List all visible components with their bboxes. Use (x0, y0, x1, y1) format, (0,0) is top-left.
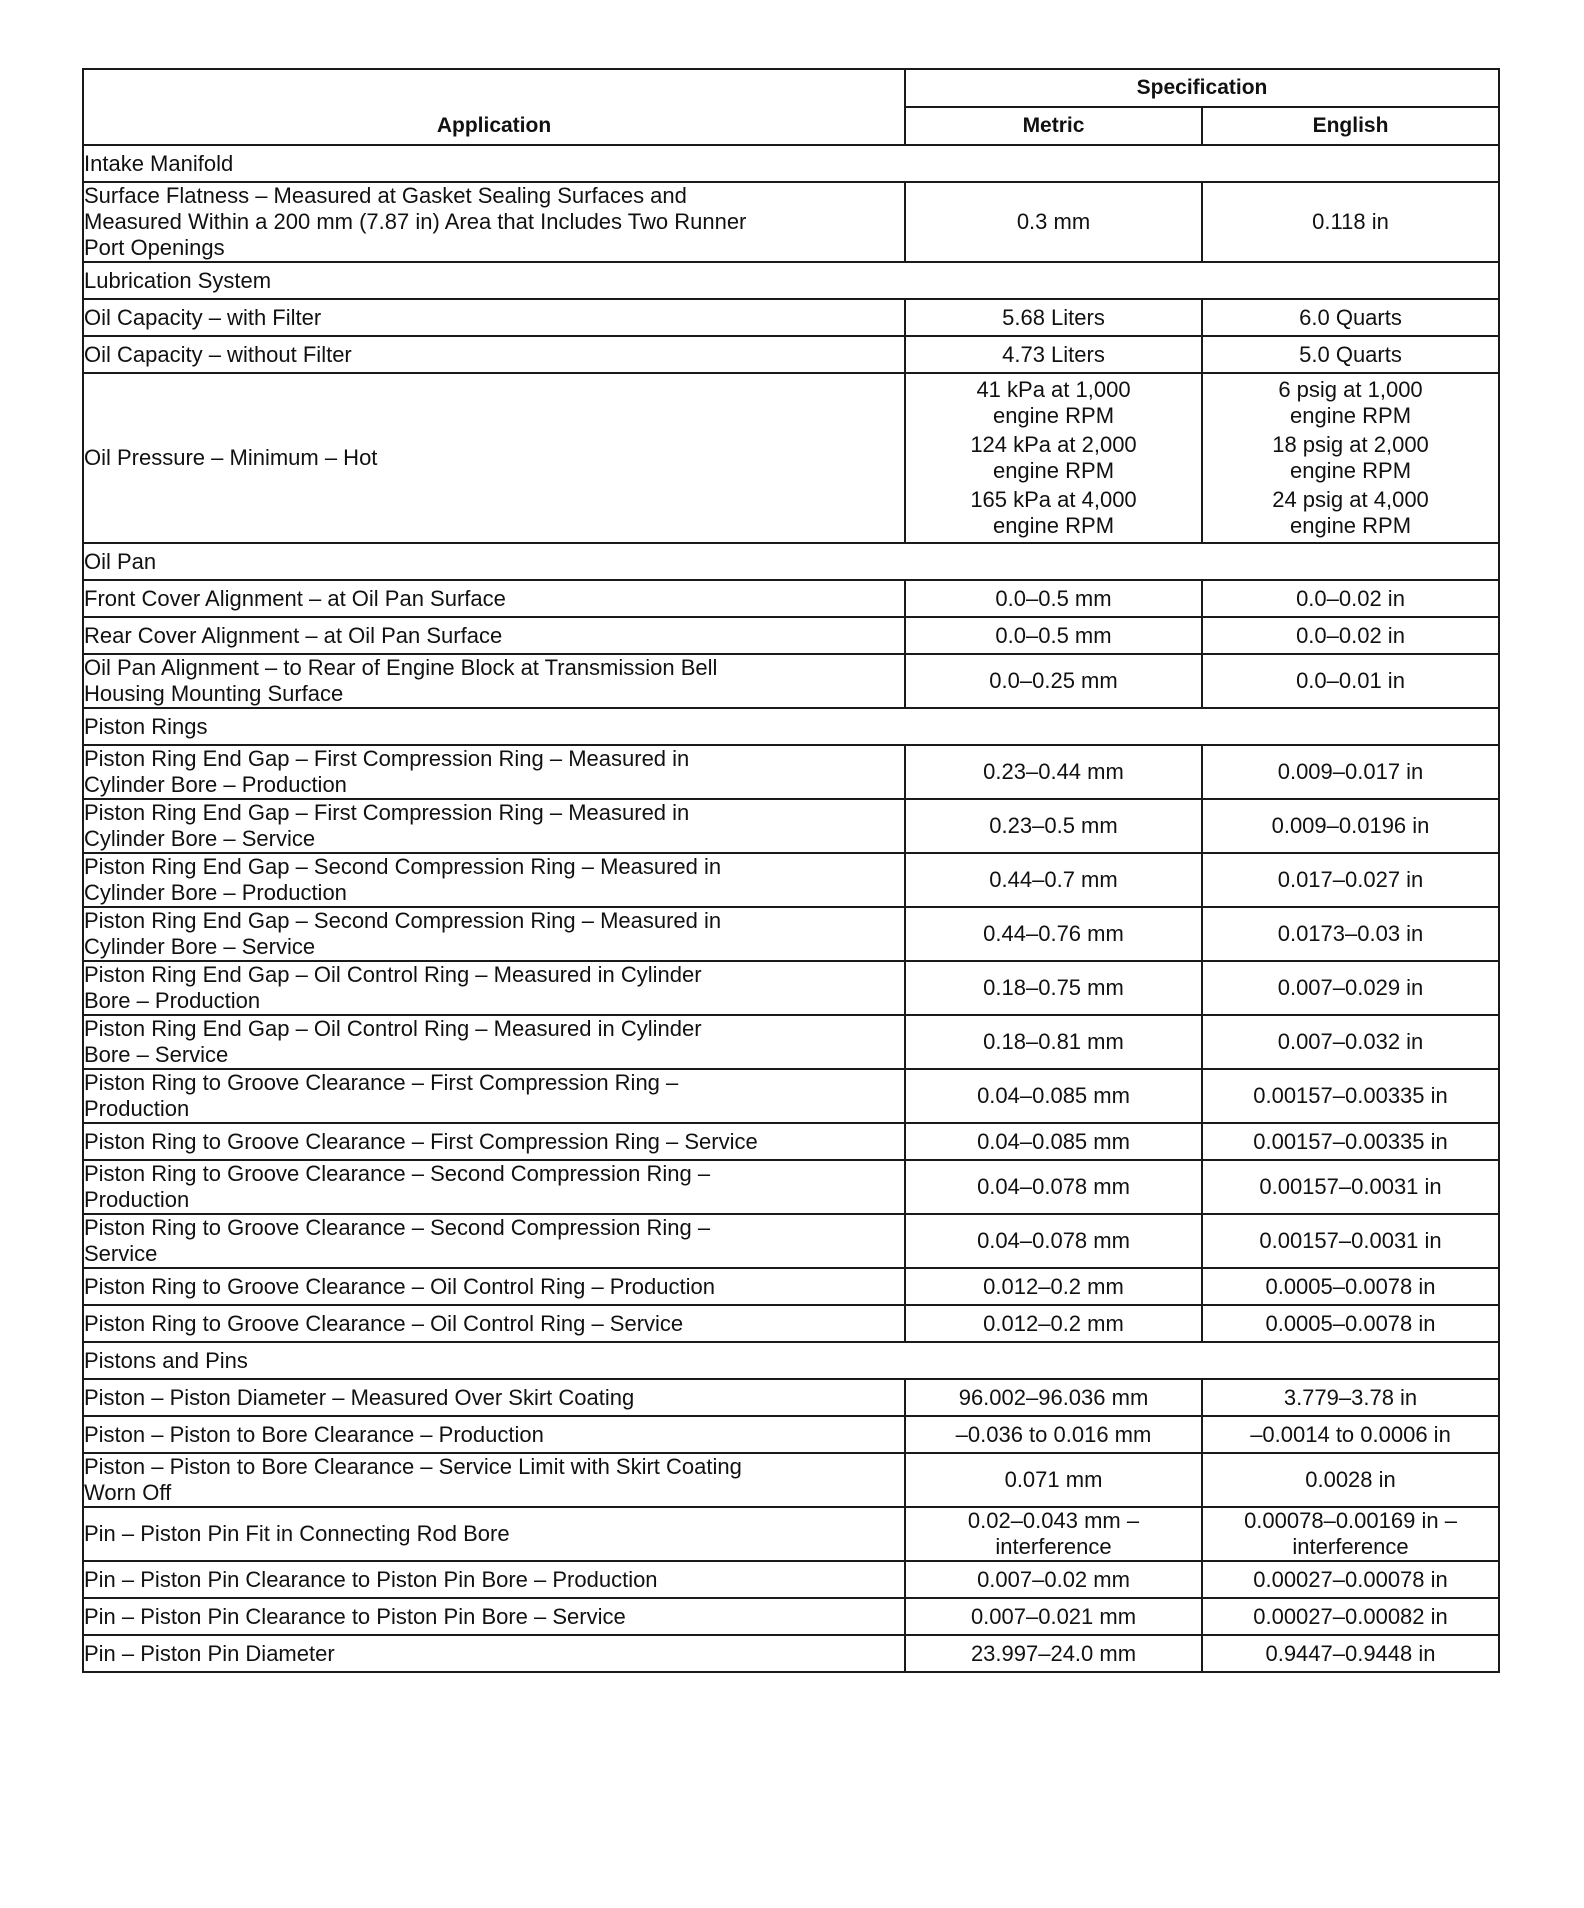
english-header: English (1202, 107, 1499, 145)
english-value: 0.00078–0.00169 in – (1244, 1508, 1457, 1533)
table-row (83, 799, 1499, 853)
metric-value: 0.02–0.043 mm – (967, 1508, 1140, 1533)
english-value: 0.00157–0.00335 in (1253, 1128, 1448, 1154)
english-value: 24 psig at 4,000 (1272, 487, 1429, 512)
english-cell (1202, 1453, 1499, 1507)
application-text: Rear Cover Alignment – at Oil Pan Surface (84, 622, 503, 648)
metric-value: 5.68 Liters (1002, 304, 1105, 330)
section-row (83, 543, 1499, 580)
english-value: 0.0–0.02 in (1296, 622, 1405, 648)
metric-value: interference (995, 1534, 1112, 1559)
application-cell (83, 1416, 905, 1453)
application-text: Port Openings (84, 235, 225, 260)
application-text: Piston Ring End Gap – Second Compression Ring – Measured in (84, 908, 722, 933)
english-cell (1202, 799, 1499, 853)
application-cell (83, 907, 905, 961)
application-text: Pin – Piston Pin Clearance to Piston Pin Bore – Production (84, 1566, 658, 1592)
application-text: Piston Ring End Gap – First Compression Ring – Measured in (84, 800, 690, 825)
application-text: Piston Ring End Gap – First Compression Ring – Measured in (84, 746, 690, 771)
metric-cell (905, 1561, 1202, 1598)
application-cell (83, 1598, 905, 1635)
application-cell (83, 1453, 905, 1507)
english-cell (1202, 907, 1499, 961)
metric-value: 0.23–0.44 mm (983, 759, 1124, 784)
english-cell (1202, 617, 1499, 654)
english-value: 0.0005–0.0078 in (1265, 1273, 1436, 1299)
english-value: 18 psig at 2,000 (1272, 432, 1429, 457)
table-row (83, 1123, 1499, 1160)
application-text: Piston Ring to Groove Clearance – Oil Control Ring – Production (84, 1273, 715, 1299)
application-text: Housing Mounting Surface (84, 681, 344, 706)
metric-cell (905, 1214, 1202, 1268)
table-row (83, 580, 1499, 617)
table-row (83, 853, 1499, 907)
application-text: Service (84, 1241, 158, 1266)
table-row (83, 1635, 1499, 1672)
application-text: Piston Ring to Groove Clearance – Second Compression Ring – (84, 1161, 711, 1186)
english-value: interference (1292, 1534, 1409, 1559)
application-cell (83, 617, 905, 654)
table-row (83, 617, 1499, 654)
metric-cell (905, 299, 1202, 336)
application-cell (83, 1635, 905, 1672)
english-value: engine RPM (1289, 513, 1412, 538)
metric-cell (905, 373, 1202, 543)
english-value-group (1203, 487, 1498, 539)
metric-value: 0.0–0.5 mm (995, 585, 1112, 611)
application-text: Piston Ring to Groove Clearance – Oil Control Ring – Service (84, 1310, 684, 1336)
english-cell (1202, 1561, 1499, 1598)
table-row (83, 907, 1499, 961)
table-row (83, 182, 1499, 262)
metric-cell (905, 580, 1202, 617)
english-cell (1202, 373, 1499, 543)
metric-cell (905, 745, 1202, 799)
english-value: 0.00157–0.00335 in (1253, 1083, 1448, 1108)
english-value: 6 psig at 1,000 (1278, 377, 1423, 402)
metric-value: 0.012–0.2 mm (983, 1310, 1124, 1336)
application-cell (83, 580, 905, 617)
english-value: 0.0005–0.0078 in (1265, 1310, 1436, 1336)
table-row (83, 1069, 1499, 1123)
table-row (83, 336, 1499, 373)
application-cell (83, 853, 905, 907)
english-value: 0.0173–0.03 in (1277, 921, 1424, 946)
english-value: 0.00027–0.00082 in (1253, 1603, 1448, 1629)
table-row (83, 1379, 1499, 1416)
metric-value-group (906, 487, 1201, 539)
english-value: 6.0 Quarts (1299, 304, 1402, 330)
section-title: Intake Manifold (83, 145, 1499, 182)
metric-value-group (906, 377, 1201, 429)
table-row (83, 961, 1499, 1015)
application-cell (83, 799, 905, 853)
metric-cell (905, 1416, 1202, 1453)
application-text: Cylinder Bore – Service (84, 934, 316, 959)
table-row (83, 1268, 1499, 1305)
section-row (83, 262, 1499, 299)
table-row (83, 1561, 1499, 1598)
english-value: 0.007–0.029 in (1277, 975, 1424, 1000)
metric-value: 96.002–96.036 mm (958, 1384, 1149, 1410)
application-text: Piston Ring to Groove Clearance – First Compression Ring – Service (84, 1128, 758, 1154)
metric-cell (905, 799, 1202, 853)
application-cell (83, 1379, 905, 1416)
english-cell (1202, 961, 1499, 1015)
application-text: Pin – Piston Pin Fit in Connecting Rod Bore (84, 1521, 510, 1546)
metric-cell (905, 1507, 1202, 1561)
english-cell (1202, 1015, 1499, 1069)
english-cell (1202, 1305, 1499, 1342)
english-cell (1202, 182, 1499, 262)
metric-value: 0.012–0.2 mm (983, 1273, 1124, 1299)
application-text: Piston Ring to Groove Clearance – First Compression Ring – (84, 1070, 679, 1095)
metric-cell (905, 336, 1202, 373)
section-row (83, 1342, 1499, 1379)
metric-cell (905, 907, 1202, 961)
english-cell (1202, 853, 1499, 907)
metric-cell (905, 1379, 1202, 1416)
metric-value: 0.007–0.021 mm (970, 1603, 1137, 1629)
application-text: Bore – Production (84, 988, 261, 1013)
english-value: 0.007–0.032 in (1277, 1029, 1424, 1054)
metric-cell (905, 1160, 1202, 1214)
metric-cell (905, 961, 1202, 1015)
application-cell (83, 1069, 905, 1123)
metric-value: 124 kPa at 2,000 (970, 432, 1137, 457)
metric-cell (905, 853, 1202, 907)
metric-value: 0.071 mm (1004, 1467, 1103, 1492)
application-cell (83, 336, 905, 373)
table-row (83, 745, 1499, 799)
metric-cell (905, 1453, 1202, 1507)
metric-cell (905, 182, 1202, 262)
metric-value: 0.44–0.7 mm (989, 867, 1118, 892)
metric-cell (905, 617, 1202, 654)
metric-cell (905, 1268, 1202, 1305)
metric-cell (905, 1635, 1202, 1672)
metric-value: 0.007–0.02 mm (977, 1566, 1130, 1592)
english-value: 0.0–0.02 in (1296, 585, 1405, 611)
application-text: Oil Pressure – Minimum – Hot (84, 445, 378, 470)
metric-value: 0.04–0.078 mm (977, 1228, 1130, 1253)
application-text: Production (84, 1096, 190, 1121)
english-cell (1202, 1416, 1499, 1453)
application-text: Pin – Piston Pin Diameter (84, 1640, 335, 1666)
application-cell (83, 1123, 905, 1160)
application-cell (83, 182, 905, 262)
application-cell (83, 299, 905, 336)
application-text: Measured Within a 200 mm (7.87 in) Area that Includes Two Runner (84, 209, 747, 234)
application-text: Piston Ring End Gap – Second Compression Ring – Measured in (84, 854, 722, 879)
english-value: 0.0–0.01 in (1296, 668, 1405, 693)
application-text: Cylinder Bore – Production (84, 880, 347, 905)
english-cell (1202, 299, 1499, 336)
english-cell (1202, 1214, 1499, 1268)
english-value: engine RPM (1289, 458, 1412, 483)
metric-cell (905, 1598, 1202, 1635)
metric-value: 0.04–0.085 mm (977, 1128, 1130, 1154)
english-value: 0.009–0.017 in (1277, 759, 1424, 784)
metric-value: 0.0–0.5 mm (995, 622, 1112, 648)
section-title: Pistons and Pins (83, 1342, 1499, 1379)
table-row (83, 1453, 1499, 1507)
metric-value: 4.73 Liters (1002, 341, 1105, 367)
section-title: Piston Rings (83, 708, 1499, 745)
english-cell (1202, 580, 1499, 617)
metric-value: 0.23–0.5 mm (989, 813, 1118, 838)
metric-header: Metric (905, 107, 1202, 145)
table-row (83, 1015, 1499, 1069)
application-cell (83, 961, 905, 1015)
english-value: –0.0014 to 0.0006 in (1250, 1421, 1451, 1447)
application-text: Front Cover Alignment – at Oil Pan Surface (84, 585, 506, 611)
application-cell (83, 1268, 905, 1305)
application-cell (83, 745, 905, 799)
metric-value: engine RPM (992, 458, 1115, 483)
spec-table (82, 68, 1500, 1673)
english-cell (1202, 1160, 1499, 1214)
application-cell (83, 1214, 905, 1268)
section-title: Oil Pan (83, 543, 1499, 580)
table-row (83, 1214, 1499, 1268)
metric-value: –0.036 to 0.016 mm (955, 1421, 1152, 1447)
english-value-group (1203, 432, 1498, 484)
application-text: Pin – Piston Pin Clearance to Piston Pin Bore – Service (84, 1603, 626, 1629)
application-cell (83, 1507, 905, 1561)
english-cell (1202, 1635, 1499, 1672)
application-text: Oil Pan Alignment – to Rear of Engine Block at Transmission Bell (84, 655, 718, 680)
application-text: Production (84, 1187, 190, 1212)
english-value: 0.118 in (1312, 209, 1389, 234)
application-text: Surface Flatness – Measured at Gasket Sealing Surfaces and (84, 183, 687, 208)
metric-value: engine RPM (992, 513, 1115, 538)
english-cell (1202, 1598, 1499, 1635)
application-cell (83, 1160, 905, 1214)
english-value: 5.0 Quarts (1299, 341, 1402, 367)
metric-value: 41 kPa at 1,000 (976, 377, 1131, 402)
application-cell (83, 1561, 905, 1598)
application-text: Piston – Piston Diameter – Measured Over Skirt Coating (84, 1384, 635, 1410)
table-row (83, 1507, 1499, 1561)
english-value-group (1203, 377, 1498, 429)
metric-cell (905, 1069, 1202, 1123)
english-value: 0.009–0.0196 in (1271, 813, 1430, 838)
metric-value: 0.3 mm (1016, 209, 1091, 234)
english-value: engine RPM (1289, 403, 1412, 428)
metric-value: 0.18–0.81 mm (983, 1029, 1124, 1054)
metric-cell (905, 1305, 1202, 1342)
english-cell (1202, 1268, 1499, 1305)
application-text: Piston Ring End Gap – Oil Control Ring – Measured in Cylinder (84, 962, 702, 987)
english-cell (1202, 1123, 1499, 1160)
application-text: Cylinder Bore – Production (84, 772, 347, 797)
english-cell (1202, 1069, 1499, 1123)
metric-value: 0.04–0.078 mm (977, 1174, 1130, 1199)
section-row (83, 145, 1499, 182)
metric-value: 0.18–0.75 mm (983, 975, 1124, 1000)
metric-cell (905, 1015, 1202, 1069)
metric-value: 0.44–0.76 mm (983, 921, 1124, 946)
application-text: Cylinder Bore – Service (84, 826, 316, 851)
english-value: 0.00027–0.00078 in (1253, 1566, 1448, 1592)
application-text: Oil Capacity – with Filter (84, 304, 322, 330)
metric-cell (905, 654, 1202, 708)
table-row (83, 299, 1499, 336)
english-value: 0.00157–0.0031 in (1259, 1228, 1442, 1253)
application-text: Piston Ring to Groove Clearance – Second Compression Ring – (84, 1215, 711, 1240)
application-header: Application (83, 69, 905, 145)
table-row (83, 1598, 1499, 1635)
english-cell (1202, 1379, 1499, 1416)
english-value: 3.779–3.78 in (1283, 1384, 1418, 1410)
metric-value: 0.0–0.25 mm (989, 668, 1118, 693)
english-value: 0.0028 in (1305, 1467, 1396, 1492)
application-cell (83, 373, 905, 543)
metric-value: 0.04–0.085 mm (977, 1083, 1130, 1108)
application-text: Oil Capacity – without Filter (84, 341, 352, 367)
application-text: Piston Ring End Gap – Oil Control Ring – Measured in Cylinder (84, 1016, 702, 1041)
english-value: 0.017–0.027 in (1277, 867, 1424, 892)
table-row (83, 373, 1499, 543)
english-cell (1202, 654, 1499, 708)
metric-value: 23.997–24.0 mm (970, 1640, 1137, 1666)
table-row (83, 1160, 1499, 1214)
application-cell (83, 654, 905, 708)
application-text: Piston – Piston to Bore Clearance – Service Limit with Skirt Coating (84, 1454, 742, 1479)
metric-value: 165 kPa at 4,000 (970, 487, 1137, 512)
application-text: Piston – Piston to Bore Clearance – Production (84, 1421, 544, 1447)
application-cell (83, 1305, 905, 1342)
application-text: Worn Off (84, 1480, 172, 1505)
metric-cell (905, 1123, 1202, 1160)
specification-header: Specification (905, 69, 1499, 107)
table-row (83, 654, 1499, 708)
section-title: Lubrication System (83, 262, 1499, 299)
section-row (83, 708, 1499, 745)
application-text: Bore – Service (84, 1042, 229, 1067)
table-row (83, 1305, 1499, 1342)
english-cell (1202, 1507, 1499, 1561)
table-body (83, 145, 1499, 1672)
metric-value-group (906, 432, 1201, 484)
english-cell (1202, 336, 1499, 373)
table-row (83, 1416, 1499, 1453)
metric-value: engine RPM (992, 403, 1115, 428)
english-value: 0.9447–0.9448 in (1265, 1640, 1436, 1666)
application-cell (83, 1015, 905, 1069)
english-value: 0.00157–0.0031 in (1259, 1174, 1442, 1199)
table-header (83, 69, 1499, 145)
english-cell (1202, 745, 1499, 799)
